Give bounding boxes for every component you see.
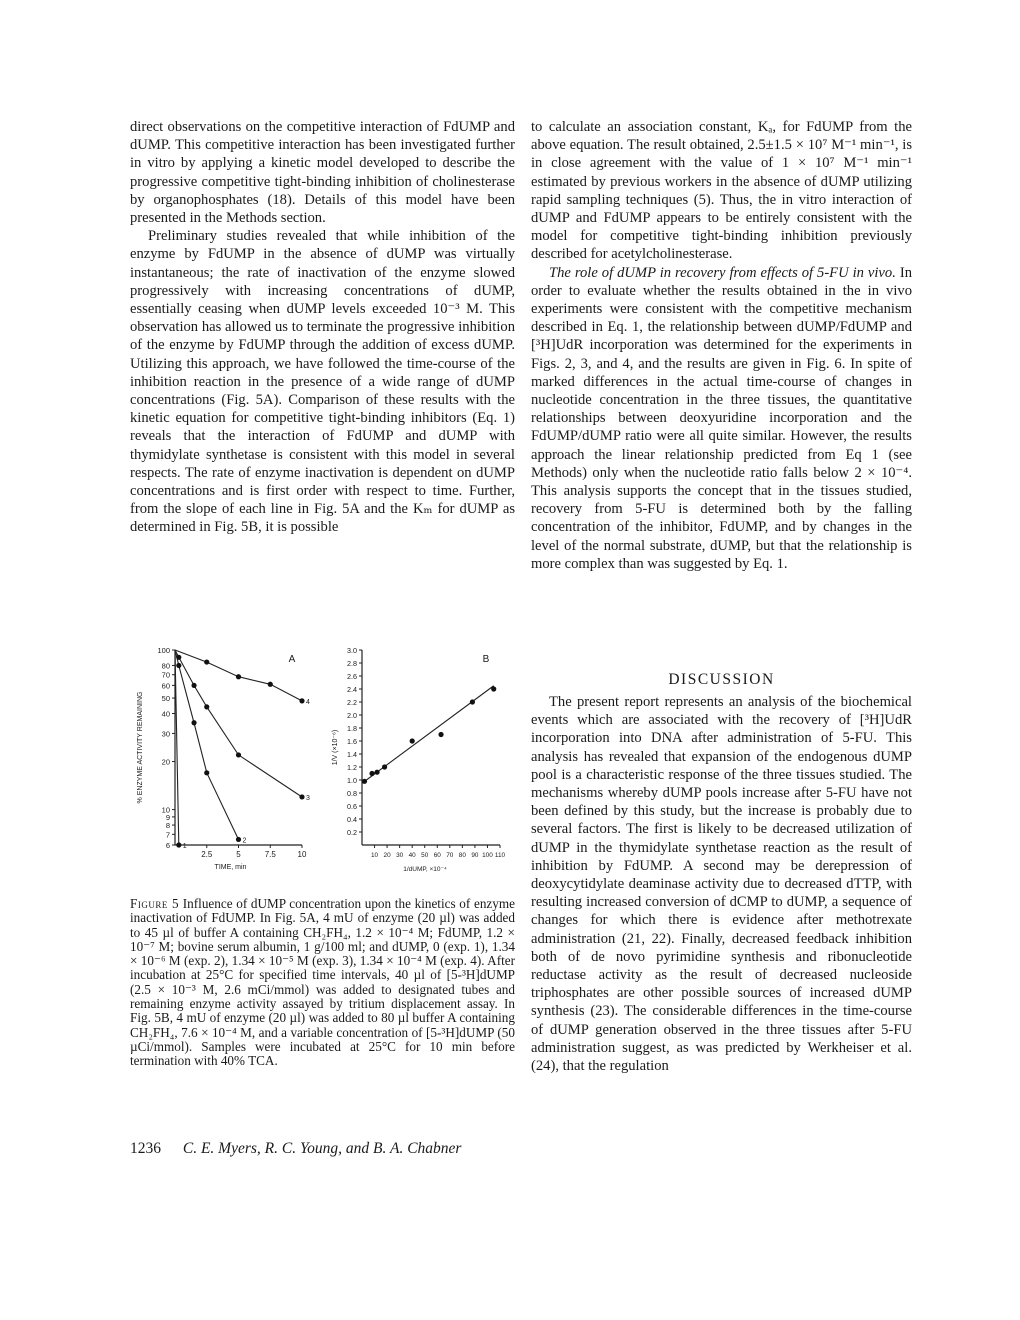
panel-a-series-line — [175, 650, 239, 840]
panel-b-label: B — [482, 654, 490, 665]
panel-b-x-tick-label: 20 — [383, 852, 391, 859]
panel-a-y-tick-label: 80 — [161, 661, 170, 671]
panel-b-x-tick-label: 110 — [494, 852, 506, 859]
panel-a-y-tick-label: 100 — [157, 646, 170, 655]
panel-b-y-tick-label: 0.8 — [347, 789, 357, 798]
panel-a-point — [268, 682, 273, 687]
panel-a-y-tick-label: 50 — [161, 694, 170, 704]
panel-b-y-tick-label: 3.0 — [347, 646, 357, 655]
panel-a-point — [236, 837, 241, 842]
panel-a-y-tick-label: 6 — [165, 841, 170, 850]
panel-b-y-tick-label: 1.6 — [347, 737, 357, 746]
panel-b-x-tick-label: 40 — [408, 852, 416, 859]
panel-b-y-tick-label: 1.4 — [347, 750, 357, 759]
page-footer — [130, 1140, 461, 1158]
panel-a-label: A — [288, 654, 296, 665]
run-in-heading: The role of dUMP in recovery from effects of 5-FU in vivo. — [549, 264, 896, 281]
panel-b-y-label: 1/V (×10⁻⁶) — [332, 729, 339, 766]
panel-a-y-tick-label: 60 — [161, 681, 170, 691]
panel-b-x-tick-label: 90 — [471, 852, 479, 859]
panel-a-point — [299, 698, 304, 703]
section-heading: DISCUSSION — [668, 671, 775, 688]
panel-b-y-tick-label: 2.6 — [347, 672, 357, 681]
paragraph: direct observations on the competitive interaction of FdUMP and dUMP. This competitive interaction has been investigated further in vitro by applying a kinetic model developed to describe the progressive competitive tight-binding inhibition of cholinesterase by organophosphates (18). Details of this model have been presented in the Methods section. — [130, 119, 515, 227]
figure-5 — [130, 640, 515, 895]
panel-a-x-label: TIME, min — [214, 864, 247, 871]
panel-a-series-label: 3 — [306, 794, 310, 802]
panel-b-x-tick-label: 60 — [433, 852, 441, 859]
panel-a-y-tick-label: 9 — [165, 812, 170, 822]
panel-b-y-tick-label: 0.2 — [347, 828, 357, 837]
panel-b-point — [382, 764, 387, 769]
panel-b-y-tick-label: 1.0 — [347, 776, 357, 785]
panel-a-point — [204, 770, 209, 775]
panel-b-point — [470, 699, 475, 704]
panel-a-point — [191, 683, 196, 688]
panel-b-point — [369, 771, 374, 776]
panel-b-y-tick-label: 0.6 — [347, 802, 357, 811]
page-number: 1236 — [130, 1140, 161, 1157]
panel-b-x-tick-label: 30 — [396, 852, 404, 859]
panel-b-x-tick-label: 50 — [421, 852, 429, 859]
panel-a-x-tick-label: 7.5 — [264, 850, 276, 859]
caption-text: Influence of dUMP concentration upon the kinetics of enzyme inactivation of FdUMP. In Fig. 5A, 4 mU of enzyme (20 µl) was added to 45 µl of buffer A containing CH₂FH₄, 1.2 × 10⁻⁴ M; FdUMP, 1.2 × 10⁻⁷ M; bovine serum albumin, 1 g/100 ml; and dUMP, 0 (exp. 1), 1.34 × 10⁻⁶ M (exp. 2), 1.34 × 10⁻⁵ M (exp. 3), 1.34 × 10⁻⁴ M (exp. 4). After incubation at 25°C for specified time intervals, 40 µl of [5-³H]dUMP (2.5 × 10⁻³ M, 2.6 mCi/mmol) was added to designated tubes and remaining enzyme activity assayed by tritium displacement assay. In Fig. 5B, 4 mU of enzyme (20 µl) was added to 80 µl buffer A containing CH₂FH₄, 7.6 × 10⁻⁴ M, and a variable concentration of [5-³H]dUMP (50 µCi/mmol). Samples were incubated at 25°C for 10 min before termination with 40% TCA. — [130, 896, 515, 1069]
panel-a-point — [204, 659, 209, 664]
panel-a-point — [176, 842, 181, 847]
panel-b-x-tick-label: 10 — [370, 852, 379, 859]
panel-b-x-tick-label: 70 — [446, 852, 454, 859]
paragraph-body: In order to evaluate whether the results obtained in the in vivo experiments were consistent with the competitive mechanism described in Eq. 1, the relationship between dUMP/FdUMP and [³H]UdR incorporation was determined for the experiments in Figs. 2, 3, and 4, and the results are given in Fig. 6. In spite of marked differences in the actual time-course of changes in nucleotide concentration in the three tissues, the quantitative relationships between deoxyuridine incorporation and the FdUMP/dUMP ratio were all quite similar. However, the results approach the linear relationship predicted from Eq 1 (see Methods) only when the nucleotide ratio falls below 2 × 10⁻⁴. This analysis supports the concept that in the tissues studied, recovery from 5-FU is determined both by the falling concentration of the inhibitor, FdUMP, and by changes in the level of the normal substrate, dUMP, but that the relationship is more complex than was suggested by Eq. 1. — [531, 264, 912, 572]
paragraph: Preliminary studies revealed that while inhibition of the enzyme by FdUMP in the absence of dUMP was virtually instantaneous; the rate of inactivation of the enzyme slowed progressively with increasing concentrations of dUMP, essentially ceasing when dUMP levels exceeded 10⁻³ M. This observation has allowed us to terminate the progressive inhibition of the enzyme by FdUMP through the addition of excess dUMP. Utilizing this approach, we have followed the time-course of the inhibition reaction in the presence of a wide range of dUMP concentrations (Fig. 5A). Comparison of these results with the kinetic equation for competitive tight-binding inhibitors (Eq. 1) reveals that the interaction of FdUMP and dUMP with thymidylate synthetase is consistent with this model in several respects. The rate of enzyme inactivation is dependent on dUMP concentrations and is first order with respect to time. Further, from the slope of each line in Fig. 5A and the Kₘ for dUMP as determined in Fig. 5B, it is possible — [130, 228, 515, 536]
panel-a-y-tick-label: 30 — [161, 729, 170, 739]
paragraph: to calculate an association constant, Kₐ, for FdUMP from the above equation. The result obtained, 2.5±1.5 × 10⁷ M⁻¹ min⁻¹, is in close agreement with the value of 1 × 10⁷ M⁻¹ min⁻¹ estimated by previous workers in the absence of dUMP utilizing rapid sampling techniques (5). Thus, the in vitro interaction of dUMP and FdUMP appears to be entirely consistent with the model for competitive tight-binding inhibition previously described for acetylcholinesterase. — [531, 119, 912, 263]
panel-b-y-tick-label: 2.0 — [347, 711, 357, 720]
panel-a-x-tick-label: 5 — [236, 850, 241, 859]
right-column-discussion — [531, 693, 912, 1075]
panel-a-y-tick-label: 8 — [165, 821, 170, 831]
panel-a-series-label: 4 — [306, 698, 310, 706]
left-column — [130, 118, 515, 537]
panel-b-y-tick-label: 2.2 — [347, 698, 357, 707]
panel-b-x-label: 1/dUMP, ×10⁻⁴ — [403, 866, 447, 873]
panel-a-y-tick-label: 40 — [161, 709, 170, 719]
panel-a-series-label: 1 — [182, 843, 187, 850]
panel-a-y-tick-label: 10 — [161, 805, 170, 815]
panel-a-point — [191, 720, 196, 725]
paragraph: The present report represents an analysis of the biochemical events which are associated with the recovery of [³H]UdR incorporation into DNA after administration of 5-FU. This analysis has revealed that expansion of the endogenous dUMP pool is a characteristic response of the three tissues studied. The mechanisms whereby dUMP pools increase after 5-FU have not been defined by this study, but the increase is probably due to several factors. The first is likely to be decreased utilization of dUMP in the thymidylate synthetase reaction as the result of inhibition by FdUMP. A second may be derepression of deoxycytidylate deaminase activity due to decreased dTTP, with resulting increased conversion of dCMP to dUMP, a sequence of changes for which there is evidence after methotrexate administration (21, 22). Finally, decreased feedback inhibition both of de novo pyrimidine synthesis and ribonucleotide reductase activity as the result of decreased nucleoside triphosphates are other possible sources of increased dUMP synthesis (23). The considerable differences in the time-course of dUMP generation observed in the three tissues after 5-FU administration suggest, as was predicted by Werkheiser et al. (24), that the regulation — [531, 694, 912, 1075]
panel-a-y-label: % ENZYME ACTIVITY REMAINING — [137, 691, 144, 804]
panel-b-point — [491, 686, 496, 691]
panel-a-y-tick-label: 20 — [161, 757, 170, 767]
panel-b-y-tick-label: 1.8 — [347, 724, 357, 733]
panel-b-point — [438, 732, 443, 737]
panel-a-y-tick-label: 70 — [161, 670, 170, 680]
figure-caption — [130, 897, 515, 1069]
panel-b-y-tick-label: 2.4 — [347, 685, 357, 694]
right-column — [531, 118, 912, 573]
panel-b-point — [362, 779, 367, 784]
panel-b-y-tick-label: 0.4 — [347, 815, 357, 824]
panel-b-y-tick-label: 1.2 — [347, 763, 357, 772]
caption-label: Figure 5 — [130, 896, 180, 911]
panel-b-y-tick-label: 2.8 — [347, 659, 357, 668]
panel-b-point — [410, 738, 415, 743]
panel-b-x-tick-label: 80 — [458, 852, 466, 859]
paragraph — [531, 264, 912, 573]
panel-b-point — [374, 770, 379, 775]
figure-5-chart — [130, 640, 515, 895]
panel-a-point — [299, 794, 304, 799]
panel-a-x-tick-label: 10 — [297, 850, 307, 859]
authors: C. E. Myers, R. C. Young, and B. A. Chabner — [182, 1140, 462, 1157]
panel-a-point — [176, 663, 181, 668]
panel-a-y-tick-label: 7 — [165, 830, 170, 840]
panel-a-point — [236, 752, 241, 757]
panel-a-point — [176, 655, 181, 660]
panel-a-point — [236, 674, 241, 679]
panel-a-x-tick-label: 2.5 — [201, 850, 213, 859]
panel-a-series-label: 2 — [242, 837, 247, 845]
panel-b-x-tick-label: 100 — [482, 852, 493, 859]
panel-a-point — [204, 704, 209, 709]
